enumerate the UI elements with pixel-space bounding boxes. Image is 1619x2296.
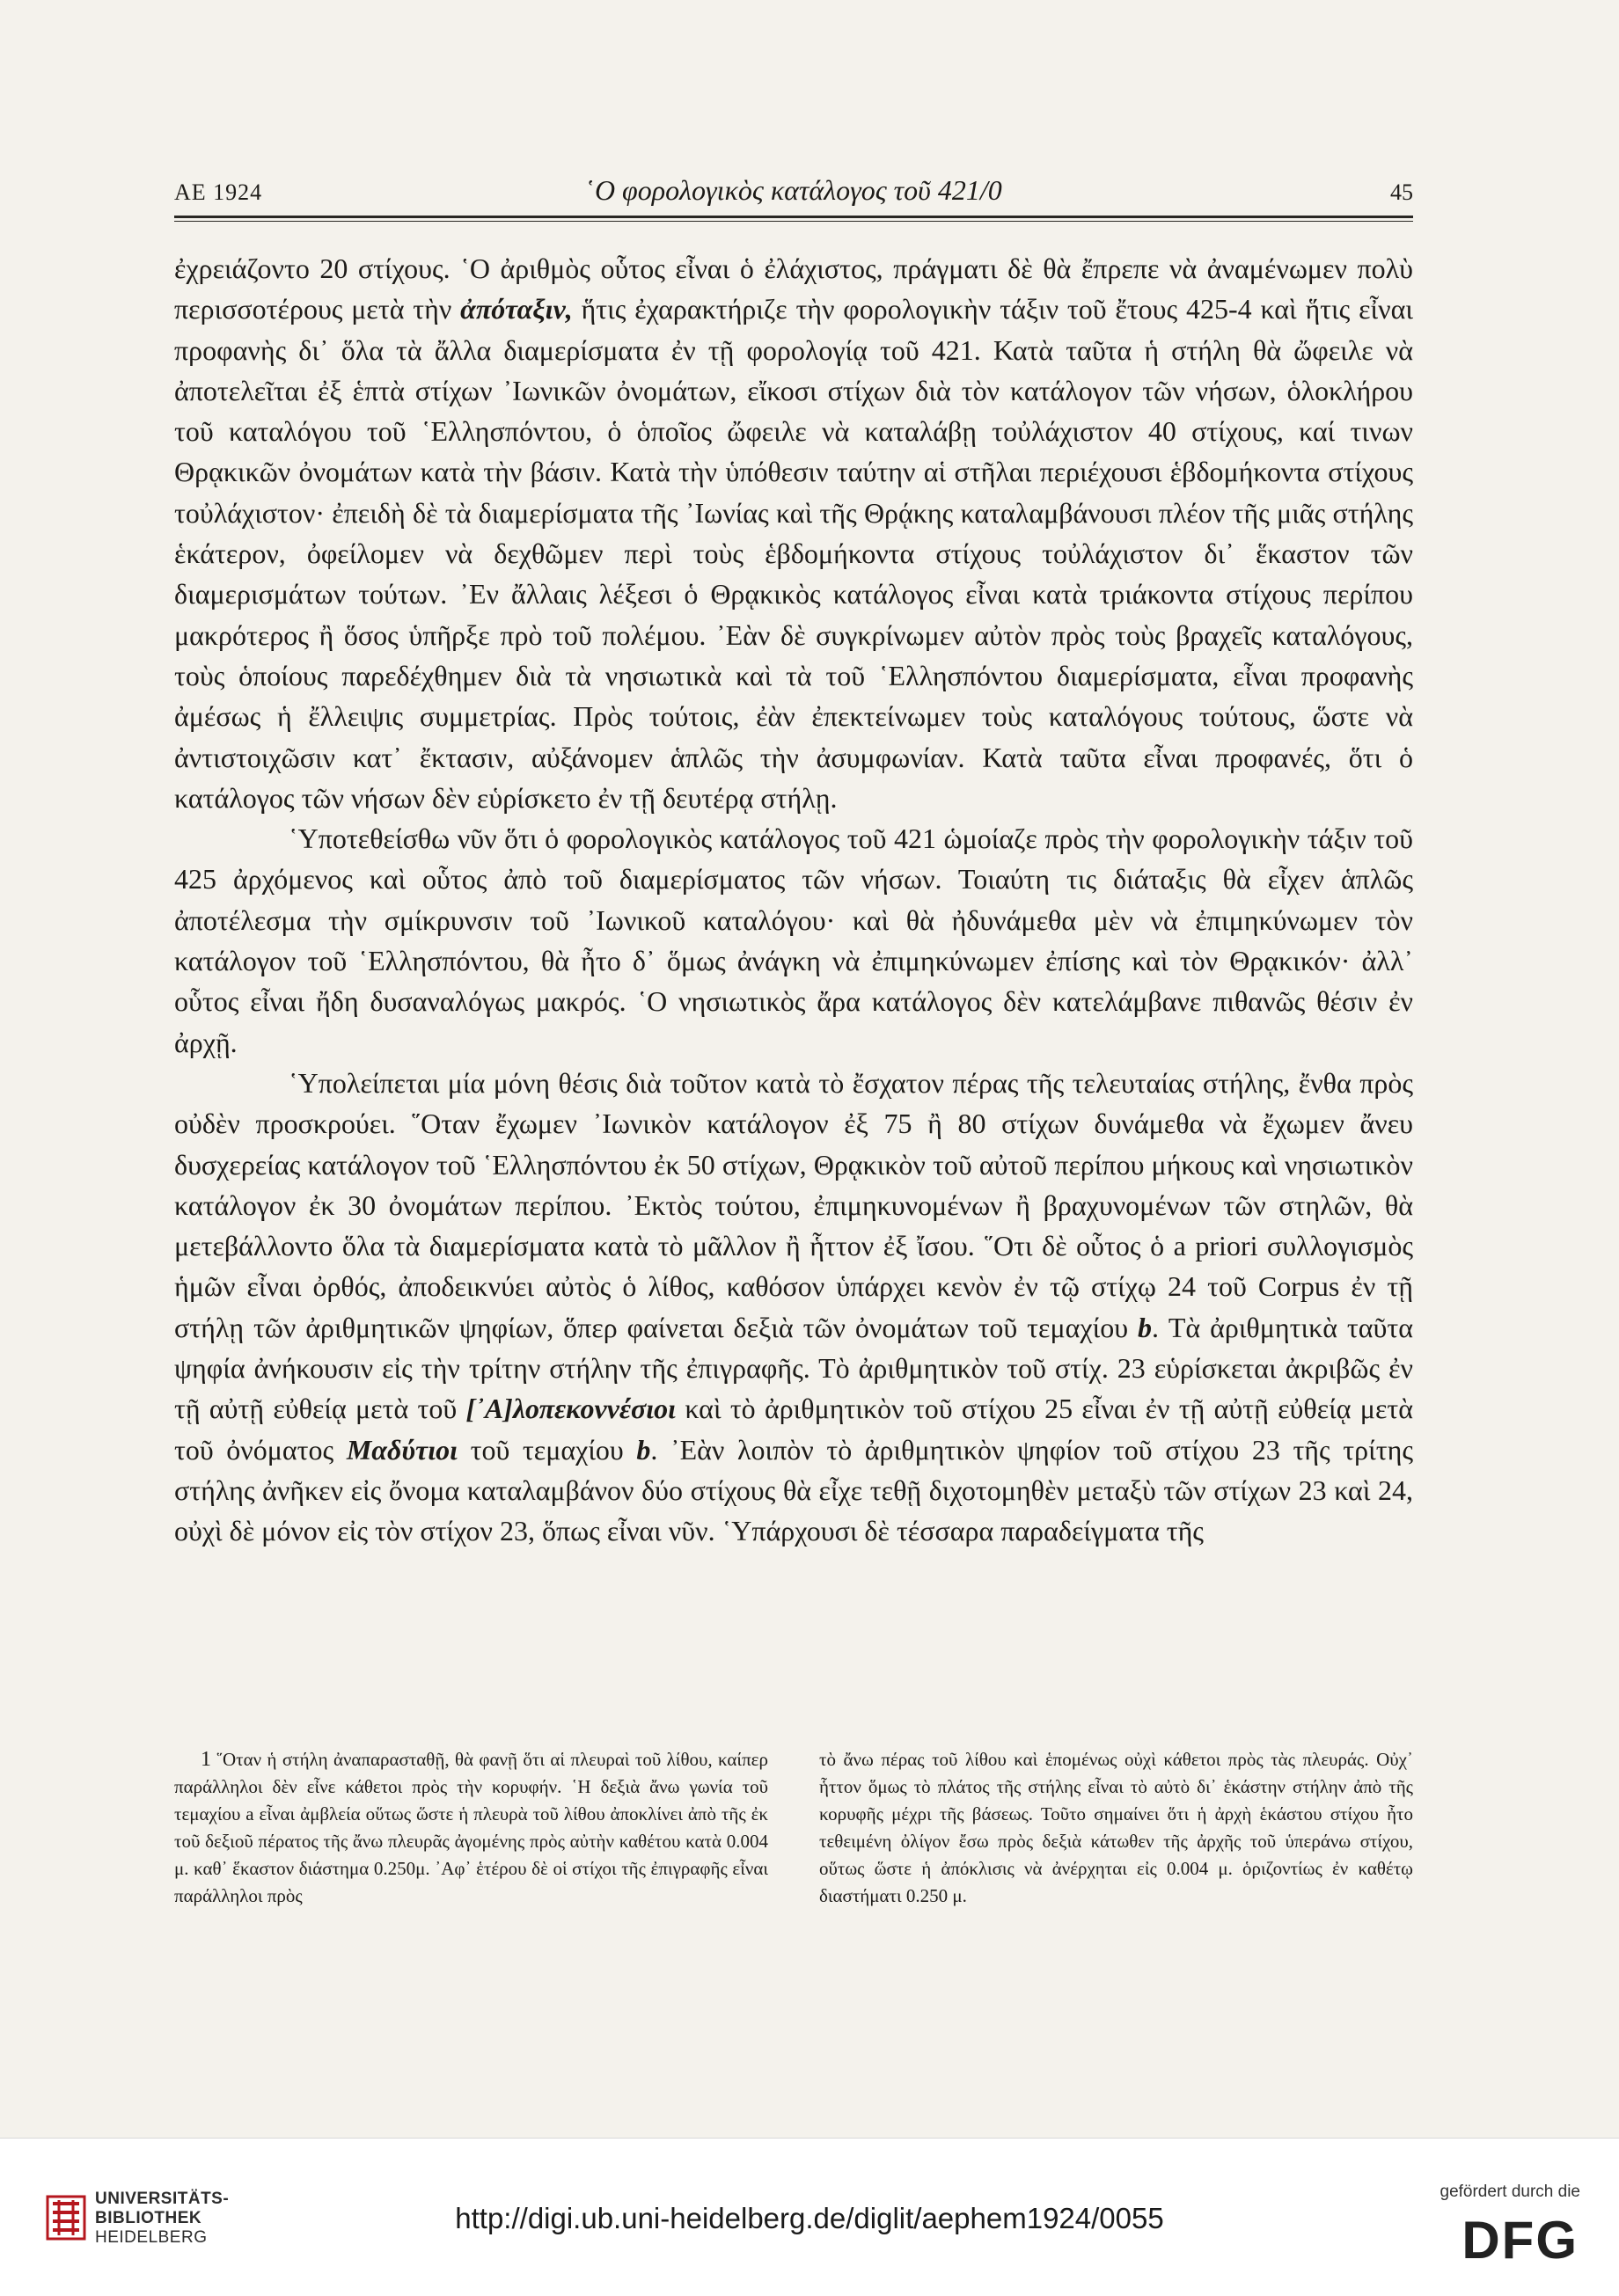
funding-credit bbox=[1431, 2183, 1580, 2262]
emphasis-madytioi: Μαδύτιοι bbox=[346, 1433, 458, 1466]
paragraph-3: ῾Υπολείπεται μία μόνη θέσις διὰ τοῦτον κατὰ τὸ ἔσχατον πέρας τῆς τελευταίας στήλης, ἔνθα πρὸς οὐδὲν προσκρούει. ῞Οταν ἔχωμεν ᾿Ιωνικὸν κατάλογον ἐξ 75 ἢ 80 στίχων δυνάμεθα νὰ ἔχωμεν ἄνευ δυσχερείας κατάλογον τοῦ ῾Ελλησπόντου ἐκ 50 στίχων, Θρᾳκικὸν τοῦ αὐτοῦ περίπου μήκους καὶ νησιωτικὸν κατάλογον ἐκ 30 ὀνομάτων περίπου. ᾿Εκτὸς τούτου, ἐπιμηκυνομένων ἢ βραχυνομένων τῶν στηλῶν, θὰ μετεβάλλοντο ὅλα τὰ διαμερίσματα κατὰ τὸ μᾶλλον ἢ ἧττον ἐξ ἴσου. ῞Οτι δὲ οὗτος ὁ a priori συλλογισμὸς ἡμῶν εἶναι ὀρθός, ἀποδεικνύει αὐτὸς ὁ λίθος, καθόσον ὑπάρχει κενὸν ἐν τῷ στίχῳ 24 τοῦ Corpus ἐν τῇ στήλῃ τῶν ἀριθμητικῶν ψηφίων, ὅπερ φαίνεται δεξιὰ τῶν ὀνομάτων τοῦ τεμαχίου b. Τὰ ἀριθμητικὰ ταῦτα ψηφία ἀνήκουσιν εἰς τὴν τρίτην στήλην τῆς ἐπιγραφῆς. Τὸ ἀριθμητικὸν τοῦ στίχ. 23 εὑρίσκεται ἀκριβῶς ἐν τῇ αὐτῇ εὐθείᾳ μετὰ τοῦ [᾿Α]λοπεκοννέσιοι καὶ τὸ ἀριθμητικὸν τοῦ στίχου 25 εἶναι ἐν τῇ αὐτῇ εὐθείᾳ μετὰ τοῦ ὀνόματος Μαδύτιοι τοῦ τεμαχίου b. ᾿Εὰν λοιπὸν τὸ ἀριθμητικὸν ψηφίον τοῦ στίχου 23 τῆς τρίτης στήλης ἀνῆκεν εἰς ὄνομα καταλαμβάνον δύο στίχους θὰ εἶχε τεθῇ διχοτομηθὲν μεταξὺ τῶν στίχων 23 καὶ 24, οὐχὶ δὲ μόνον εἰς τὸν στίχον 23, ὅπως εἶναι νῦν. ῾Υπάρχουσι δὲ τέσσαρα παραδείγματα τῆς bbox=[174, 1066, 1414, 1547]
journal-year: ΑΕ 1924 bbox=[174, 179, 263, 205]
paragraph-1: ἐχρειάζοντο 20 στίχους. ῾Ο ἀριθμὸς οὗτος εἶναι ὁ ἐλάχιστος, πράγματι δὲ θὰ ἔπρεπε νὰ ἀναμένωμεν πολὺ περισσοτέρους μετὰ τὴν ἀπόταξιν, ἥτις ἐχαρακτήριζε τὴν φορολογικὴν τάξιν τοῦ ἔτους 425-4 καὶ ἥτις εἶναι προφανὴς δι᾽ ὅλα τὰ ἄλλα διαμερίσματα ἐν τῇ φορολογίᾳ τοῦ 421. Κατὰ ταῦτα ἡ στήλη θὰ ὤφειλε νὰ ἀποτελεῖται ἐξ ἑπτὰ στίχων ᾿Ιωνικῶν ὀνομάτων, εἴκοσι στίχων διὰ τὸν κατάλογον τῶν νήσων, ὁλοκλήρου τοῦ καταλόγου τοῦ ῾Ελλησπόντου, ὁ ὁποῖος ὤφειλε νὰ καταλάβῃ τοὐλάχιστον 40 στίχους, καί τινων Θρᾳκικῶν ὀνομάτων κατὰ τὴν βάσιν. Κατὰ τὴν ὑπόθεσιν ταύτην αἱ στῆλαι περιέχουσι ἑβδομήκοντα στίχους τοὐλάχιστον· ἐπειδὴ δὲ τὰ διαμερίσματα τῆς ᾿Ιωνίας καὶ τῆς Θρᾴκης καταλαμβάνουσι πλέον τῆς μιᾶς στήλης ἑκάτερον, ὀφείλομεν νὰ δεχθῶμεν περὶ τοὺς ἑβδομήκοντα στίχους τοὐλάχιστον δι᾽ ἕκαστον τῶν διαμερισμάτων τούτων. ᾿Εν ἄλλαις λέξεσι ὁ Θρᾳκικὸς κατάλογος εἶναι κατὰ τριάκοντα στίχους περίπου μακρότερος ἢ ὅσος ὑπῆρξε πρὸ τοῦ πολέμου. ᾿Εὰν δὲ συγκρίνωμεν αὐτὸν πρὸς τοὺς βραχεῖς καταλόγους, τοὺς ὁποίους παρεδέχθημεν διὰ τὰ νησιωτικὰ καὶ τὰ τοῦ ῾Ελλησπόντου διαμερίσματα, εἶναι προφανὴς ἀμέσως ἡ ἔλλειψις συμμετρίας. Πρὸς τούτοις, ἐὰν ἐπεκτείνωμεν τοὺς καταλόγους τούτους, ὥστε νὰ ἀντιστοιχῶσιν κατ᾽ ἔκτασιν, αὐξάνομεν ἁπλῶς τὴν ἀσυμφωνίαν. Κατὰ ταῦτα εἶναι προφανές, ὅτι ὁ κατάλογος τῶν νήσων δὲν εὑρίσκετο ἐν τῇ δευτέρᾳ στήλῃ. bbox=[174, 252, 1414, 814]
emphasis-fragment-b: b bbox=[1137, 1311, 1152, 1343]
dfg-logo-icon bbox=[1431, 2214, 1580, 2262]
footnotes bbox=[174, 1746, 1413, 1910]
dfg-logo-text: DFG bbox=[1461, 2214, 1579, 2262]
emphasis-fragment-b-2: b bbox=[636, 1433, 651, 1466]
university-library-label: UNIVERSITÄTS- BIBLIOTHEK HEIDELBERG bbox=[95, 2190, 230, 2247]
footnote-left-column: 1 ῞Οταν ἡ στήλη ἀναπαρασταθῇ, θὰ φανῇ ὅτι αἱ πλευραὶ τοῦ λίθου, καίπερ παράλληλοι δὲν εἶνε κάθετοι πρὸς τὴν κορυφήν. ῾Η δεξιὰ ἄνω γωνία τοῦ τεμαχίου a εἶναι ἀμβλεία οὕτως ὥστε ἡ πλευρὰ τοῦ λίθου ἀποκλίνει ἀπὸ τῆς ἐκ τοῦ δεξιοῦ πέρατος τῆς ἄνω πλευρᾶς ἀγομένης πρὸς αὐτὴν καθέτου κατὰ 0.004 μ. καθ᾽ ἕκαστον διάστημα 0.250μ. ᾿Αφ᾽ ἑτέρου δὲ οἱ στίχοι τῆς ἐπιγραφῆς εἶναι παράλληλοι πρὸς bbox=[174, 1748, 768, 1906]
footnote-number: 1 bbox=[201, 1748, 211, 1771]
digitization-footer bbox=[0, 2138, 1619, 2296]
header-rule-thin bbox=[174, 221, 1413, 222]
source-url-link[interactable]: http://digi.ub.uni-heidelberg.de/diglit/aephem1924/0055 bbox=[455, 2202, 1164, 2234]
emphasis-apotaxin: ἀπόταξιν, bbox=[460, 293, 573, 325]
page-number: 45 bbox=[1390, 179, 1413, 205]
body-text bbox=[174, 248, 1413, 1552]
footnote-right-column: τὸ ἄνω πέρας τοῦ λίθου καὶ ἑπομένως οὐχὶ κάθετοι πρὸς τὰς πλευράς. Οὐχ᾽ ἧττον ὅμως τὸ πλάτος τῆς στήλης εἶναι τὸ αὐτὸ δι᾽ ἑκάστην στήλην ἀπὸ τῆς κορυφῆς μέχρι τῆς βάσεως. Τοῦτο σημαίνει ὅτι ἡ ἀρχὴ ἑκάστου στίχου ἦτο τεθειμένη ὀλίγον ἔσω πρὸς δεξιὰ κάτωθεν τῆς ἀρχῆς τοῦ ὑπεράνω στίχου, οὕτως ὥστε ἡ ἀπόκλισις νὰ ἀνέρχηται εἰς 0.004 μ. ὁριζοντίως ἐν καθέτῳ διαστήματι 0.250 μ. bbox=[819, 1749, 1413, 1906]
header-rule bbox=[174, 216, 1413, 218]
page-heading: ῾Ο φορολογικὸς κατάλογος τοῦ 421/0 bbox=[585, 174, 1002, 206]
funded-by-label: gefördert durch die bbox=[1440, 2183, 1580, 2201]
emphasis-alopekonnesioi: [᾿Α]λοπεκοννέσιοι bbox=[465, 1393, 677, 1425]
paragraph-2: ῾Υποτεθείσθω νῦν ὅτι ὁ φορολογικὸς κατάλογος τοῦ 421 ὡμοίαζε πρὸς τὴν φορολογικὴν τάξιν τοῦ 425 ἀρχόμενος καὶ οὗτος ἀπὸ τοῦ διαμερίσματος τῶν νήσων. Τοιαύτη τις διάταξις θὰ εἶχεν ἁπλῶς ἀποτέλεσμα τὴν σμίκρυνσιν τοῦ ᾿Ιωνικοῦ καταλόγου· καὶ θὰ ἠδυνάμεθα μὲν νὰ ἐπιμηκύνωμεν τὸν κατάλογον τοῦ ῾Ελλησπόντου, θὰ ἦτο δ᾽ ὅμως ἀνάγκη νὰ ἐπιμηκύνωμεν ἐπίσης καὶ τὸν Θρᾳκικόν· ἀλλ᾽ οὗτος εἶναι ἤδη δυσαναλόγως μακρός. ῾Ο νησιωτικὸς ἄρα κατάλογος δὲν κατελάμβανε πιθανῶς θέσιν ἐν ἀρχῇ. bbox=[174, 823, 1413, 1058]
running-head bbox=[174, 174, 1413, 209]
